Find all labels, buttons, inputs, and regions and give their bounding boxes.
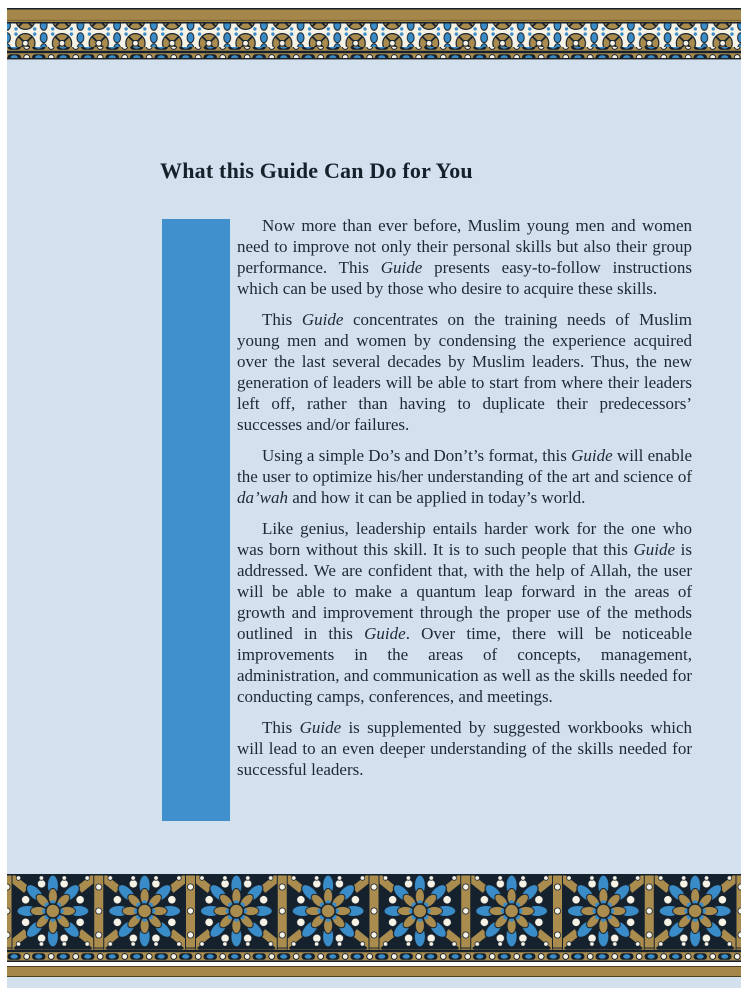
gold-rule-bottom [7, 966, 741, 977]
body-paragraphs [237, 215, 692, 790]
ornamental-border-top-icon [7, 8, 741, 60]
paragraph: This Guide is supplemented by suggested workbooks which will lead to an even deeper understanding of the skills needed for successful leaders. [237, 718, 692, 779]
paragraph: This Guide concentrates on the training needs of Muslim young men and women by condensing the experience acquired over the last several decades by Muslim leaders. Thus, the new generation of leaders will be able to start from where their leaders left off, rather than having to duplicate their predecessors’ successes and/or failures. [237, 310, 692, 434]
accent-bar [162, 219, 230, 821]
paragraph: Like genius, leadership entails harder work for the one who was born without this skill. It is to such people that this Guide is addressed. We are confident that, with the help of Allah, the user will be able to make a quantum leap forward in the areas of growth and improvement through the proper use of the methods outlined in this Guide. Over time, there will be noticeable improvements in the areas of concepts, management, administration, and communication as well as the skills needed for conducting camps, conferences, and meetings. [237, 519, 692, 706]
paragraph: Using a simple Do’s and Don’t’s format, this Guide will enable the user to optimize his/her understanding of the art and science of da’wah and how it can be applied in today’s world. [237, 446, 692, 507]
ornamental-border-bottom-icon [7, 874, 741, 962]
page-title: What this Guide Can Do for You [160, 158, 473, 183]
paragraph: Now more than ever before, Muslim young men and women need to improve not only their personal skills but also their group performance. This Guide presents easy-to-follow instructions which can be used by those who desire to acquire these skills. [237, 216, 692, 298]
page-background-tail [7, 977, 741, 988]
